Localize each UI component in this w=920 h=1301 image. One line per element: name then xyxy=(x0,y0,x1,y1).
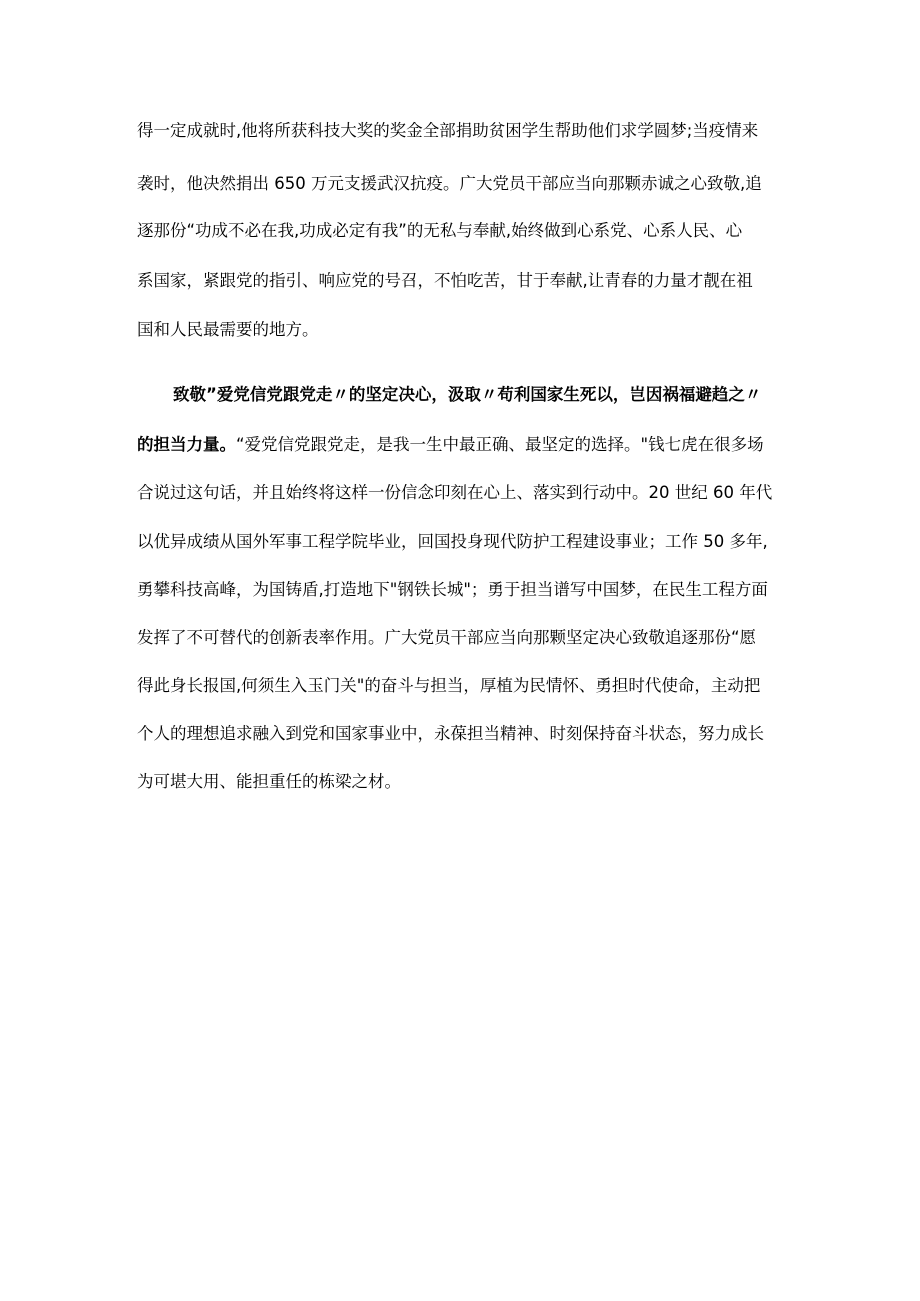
paragraph2-line-1: 合说过这句话，并且始终将这样一份信念印刻在心上、落实到行动中。20 世纪 60 年代 xyxy=(137,483,773,502)
paragraph2-heading-line-2 xyxy=(137,433,797,457)
paragraph2-line-4: 发挥了不可替代的创新表率作用。广大党员干部应当向那颗坚定决心致敬追逐那份“愿 xyxy=(137,628,757,647)
paragraph2-heading-bold-tail: 的担当力量。 xyxy=(137,435,236,454)
paragraph2-line-2: 以优异成绩从国外军事工程学院毕业，回国投身现代防护工程建设事业；工作 50 多年, xyxy=(137,532,768,551)
paragraph2-line-3: 勇攀科技高峰，为国铸盾,打造地下"钢铁长城"；勇于担当谱写中国梦，在民生工程方面 xyxy=(137,580,768,599)
paragraph1-line-4: 系国家，紧跟党的指引、响应党的号召，不怕吃苦，甘于奉献,让青春的力量才靓在祖 xyxy=(137,271,753,290)
paragraph2-line-6: 个人的理想追求融入到党和国家事业中，永葆担当精神、时刻保持奋斗状态，努力成长 xyxy=(137,724,764,743)
paragraph1-line-3: 逐那份“功成不必在我,功成必定有我”的无私与奉献,始终做到心系党、心系人民、心 xyxy=(137,221,743,240)
paragraph2-line-7: 为可堪大用、能担重任的栋梁之材。 xyxy=(137,772,401,791)
paragraph1-line-2: 袭时，他决然捐出 650 万元支援武汉抗疫。广大党员干部应当向那颗赤诚之心致敬,追 xyxy=(137,174,762,193)
paragraph2-heading-line-1: 致敬”爱党信党跟党走〃的坚定决心，汲取〃苟利国家生死以，岂因祸福避趋之〃 xyxy=(173,385,762,404)
paragraph1-line-5: 国和人民最需要的地方。 xyxy=(137,320,319,339)
paragraph1-line-1: 得一定成就时,他将所获科技大奖的奖金全部捐助贫困学生帮助他们求学圆梦;当疫情来 xyxy=(137,121,759,140)
paragraph2-heading-rest: “爱党信党跟党走，是我一生中最正确、最坚定的选择。"钱七虎在很多场 xyxy=(236,435,764,454)
paragraph2-line-5: 得此身长报国,何须生入玉门关"的奋斗与担当，厚植为民情怀、勇担时代使命，主动把 xyxy=(137,676,761,695)
